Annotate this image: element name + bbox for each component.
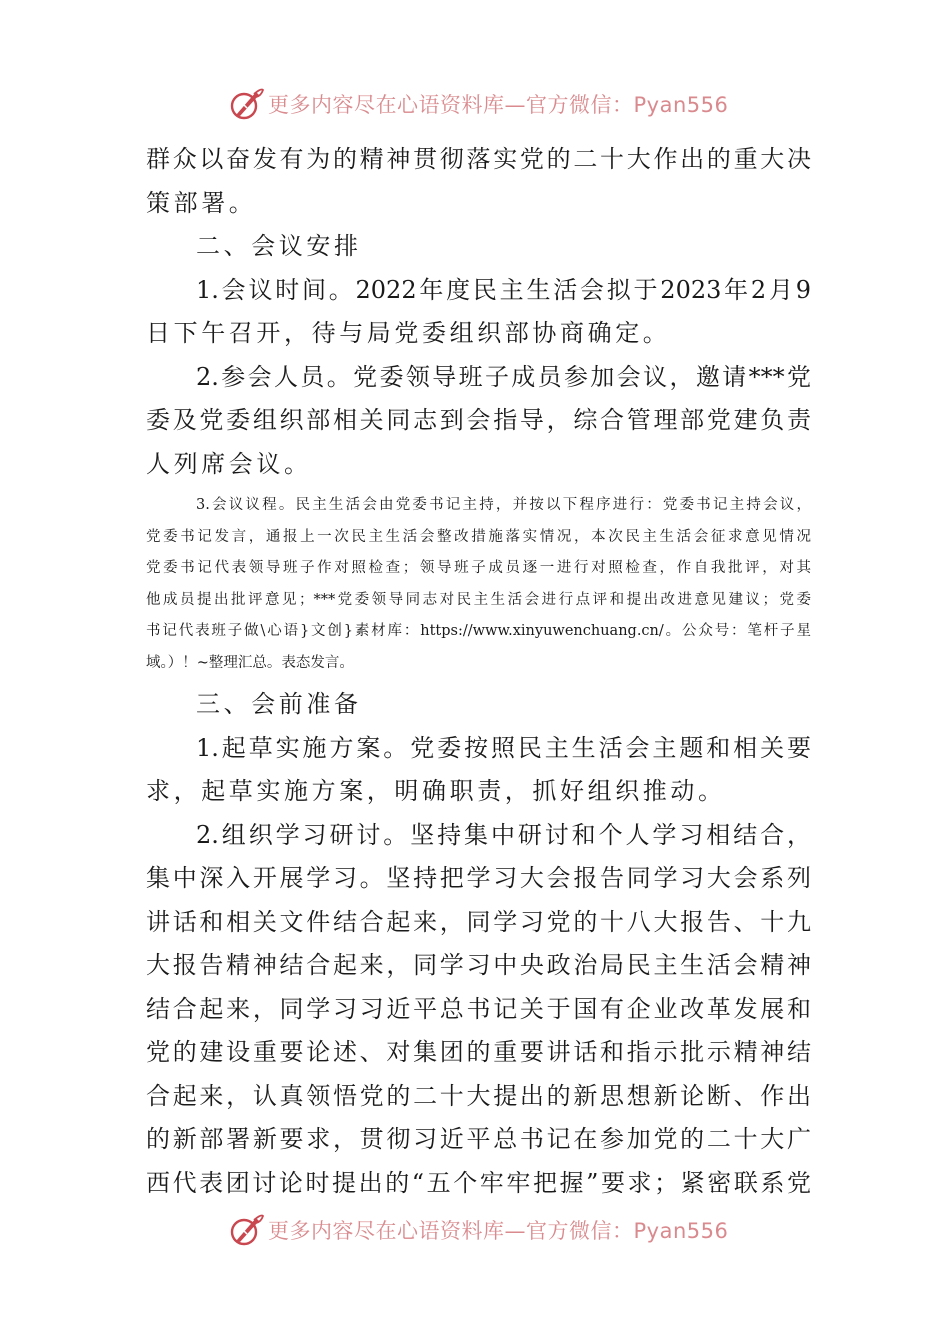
text-line: 讲话和相关文件结合起来，同学习党的十八大报告、十九 — [146, 907, 811, 936]
text-line: 策部署。 — [146, 188, 257, 217]
agenda-paragraph — [146, 490, 811, 679]
text-line: 的新部署新要求，贯彻习近平总书记在参加党的二十大广 — [146, 1125, 811, 1153]
text-line: 群众以奋发有为的精神贯彻落实党的二十大作出的重大决 — [146, 145, 811, 173]
text-line: 求，起草实施方案，明确职责，抓好组织推动。 — [146, 777, 726, 805]
text-line: 2.参会人员。党委领导班子成员参加会议，邀请***党 — [196, 362, 811, 391]
agenda-line: 书记代表班子做\心语}文创}素材库：https://www.xinyuwenchuang.cn/。公众号：笔杆子星 — [146, 623, 811, 639]
body-section-preparation — [146, 683, 811, 1205]
text-line: 委及党委组织部相关同志到会指导，综合管理部党建负责 — [146, 406, 811, 434]
agenda-line: 域。）！~整理汇总。表态发言。 — [146, 654, 354, 671]
footer-watermark — [228, 1210, 728, 1250]
text-line: 党的建设重要论述、对集团的重要讲话和指示批示精神结 — [146, 1038, 811, 1066]
quill-pen-seal-icon — [228, 1212, 264, 1248]
text-line: 三、会前准备 — [196, 690, 362, 718]
body-section-arrangements — [146, 138, 811, 486]
text-line: 1.会议时间。2022年度民主生活会拟于2023年2月9 — [196, 275, 811, 304]
text-line: 日下午召开，待与局党委组织部协商确定。 — [146, 319, 671, 347]
agenda-line: 3.会议议程。民主生活会由党委书记主持，并按以下程序进行：党委书记主持会议， — [196, 497, 811, 513]
text-line: 集中深入开展学习。坚持把学习大会报告同学习大会系列 — [146, 864, 811, 892]
agenda-line: 党委书记代表领导班子作对照检查；领导班子成员逐一进行对照检查，作自我批评，对其 — [146, 560, 811, 576]
text-line: 二、会议安排 — [196, 232, 362, 260]
document-body — [146, 138, 811, 1205]
text-line: 合起来，认真领悟党的二十大提出的新思想新论断、作出 — [146, 1081, 811, 1110]
quill-pen-seal-icon — [228, 86, 264, 122]
header-watermark — [228, 84, 728, 124]
agenda-line: 党委书记发言，通报上一次民主生活会整改措施落实情况，本次民主生活会征求意见情况 — [146, 528, 811, 545]
text-line: 1.起草实施方案。党委按照民主生活会主题和相关要 — [196, 733, 811, 762]
watermark-text: 更多内容尽在心语资料库—官方微信：Pyan556 — [268, 1219, 729, 1243]
text-line: 西代表团讨论时提出的“五个牢牢把握”要求；紧密联系党 — [146, 1168, 811, 1197]
agenda-line: 他成员提出批评意见；***党委领导同志对民主生活会进行点评和提出改进意见建议；党委 — [146, 591, 811, 608]
text-line: 结合起来，同学习习近平总书记关于国有企业改革发展和 — [146, 994, 811, 1023]
text-line: 2.组织学习研讨。坚持集中研讨和个人学习相结合， — [196, 820, 811, 849]
text-line: 人列席会议。 — [146, 449, 312, 478]
text-line: 大报告精神结合起来，同学习中央政治局民主生活会精神 — [146, 951, 811, 979]
watermark-text: 更多内容尽在心语资料库—官方微信：Pyan556 — [268, 93, 729, 117]
